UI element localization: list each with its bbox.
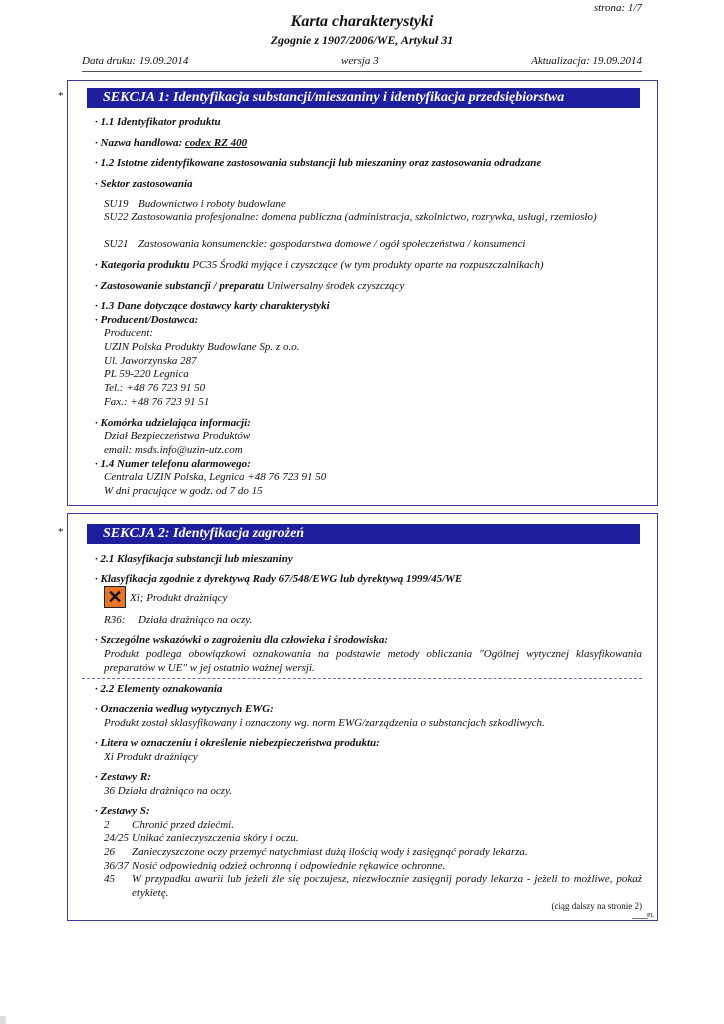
s-phrase-item [104,846,528,858]
s-phrase-item [104,873,642,900]
su19-text: Budownictwo i roboty budowlane [138,198,286,210]
s2-1-heading: · 2.1 Klasyfikacja substancji lub mieszaniny [95,553,293,565]
page-corner [0,1016,6,1024]
s-phrase-code: 45 [104,873,115,885]
s-phrase-code: 24/25 [104,832,130,844]
producer-phone: Tel.: +48 76 723 91 50 [104,382,206,394]
xi-text: Xi; Produkt drażniący [130,592,228,604]
special-label: · Szczególne wskazówki o zagrożeniu dla człowieka i środowiska: [95,634,389,646]
alarm-line: W dni pracujące w godz. od 7 do 15 [104,485,263,497]
info-email: email: msds.info@uzin-utz.com [104,444,243,456]
s-phrase-text: Chronić przed dziećmi. [132,819,234,831]
substance-use [95,280,404,292]
page-number: strona: 1/7 [593,2,642,14]
s-phrase-code: 36/37 [104,860,130,872]
s-phrase-code: 26 [104,846,115,858]
category-value: PC35 Środki myjące i czyszczące (w tym produkty oparte na rozpuszczalnikach) [189,259,544,271]
letter-text: Xi Produkt drażniący [104,751,198,763]
version: wersja 3 [341,55,379,67]
ewg-text: Produkt został sklasyfikowany i oznaczony wg. norm EWG/zarządzenia o substancjach szkodliwych. [104,717,545,729]
s-phrase-item [104,860,445,872]
language-code: PL [646,913,654,919]
su21-text: Zastosowania konsumenckie: gospodarstwa domowe / ogół społeczeństwa / konsumenci [138,238,526,250]
su22-row: SU22 Zastosowania profesjonalne: domena publiczna (administracja, szkolnictwo, rozrywka, usługi, rzemiosło) [104,211,597,223]
product-category [95,259,544,271]
update-date: Aktualizacja: 19.09.2014 [531,55,642,67]
s1-4-heading: · 1.4 Numer telefonu alarmowego: [95,458,251,470]
use-value: Uniwersalny środek czyszczący [264,280,405,292]
su19-code: SU19 [104,198,129,210]
producer-label: · Producent/Dostawca: [95,314,199,326]
ewg-label: · Oznaczenia według wytycznych EWG: [95,703,274,715]
section-divider [82,678,642,679]
s2-2-heading: · 2.2 Elementy oznakowania [95,683,223,695]
footer-rule [632,918,648,919]
producer-fax: Fax.: +48 76 723 91 51 [104,396,210,408]
producer-line: Ul. Jaworzynska 287 [104,355,197,367]
r-phrases-label: · Zestawy R: [95,771,151,783]
change-marker: * [58,90,64,102]
r36-row [104,614,252,626]
s-phrase-code: 2 [104,819,110,831]
producer-line: Producent: [104,327,154,339]
s-phrase-text: Unikać zanieczyszczenia skóry i oczu. [132,832,299,844]
info-label: · Komórka udzielająca informacji: [95,417,251,429]
special-text: Produkt podlega obowiązkowi oznakowania na podstawie metody obliczania "Ogólnej wytycznej klasyfikowania preparatów w UE" w jej ostatnio ważnej wersji. [104,648,642,674]
su21-code: SU21 [104,238,129,250]
trade-name-value: codex RZ 400 [184,137,248,149]
s1-3-heading: · 1.3 Dane dotyczące dostawcy karty charakterystyki [95,300,330,312]
s-phrase-text: W przypadku awarii lub jeżeli źle się poczujesz, niezwłocznie zasięgnij porady lekarza - jeżeli to możliwe, pokaż etykietę. [132,873,642,899]
print-date: Data druku: 19.09.2014 [82,55,189,67]
s-phrase-item [104,819,234,831]
s-phrase-item [104,832,299,844]
trade-name-label: · Nazwa handlowa: [95,137,185,149]
section-1-heading: SEKCJA 1: Identyfikacja substancji/mieszaniny i identyfikacja przedsiębiorstwa [87,88,640,108]
change-marker: * [58,526,64,538]
r36-text: Działa drażniąco na oczy. [138,614,253,626]
alarm-line: Centrala UZIN Polska, Legnica +48 76 723 91 50 [104,471,327,483]
header-divider [82,71,642,72]
document-title: Karta charakterystyki [290,13,434,30]
s1-1-heading: · 1.1 Identyfikator produktu [95,116,221,128]
classification-label: · Klasyfikacja zgodnie z dyrektywą Rady 67/548/EWG lub dyrektywą 1999/45/WE [95,573,463,585]
xi-irritant-icon: ✕ [104,586,126,608]
category-label: · Kategoria produktu [95,259,190,271]
s1-2-heading: · 1.2 Istotne zidentyfikowane zastosowania substancji lub mieszaniny oraz zastosowania odradzane [95,157,542,169]
su21-row [104,238,525,250]
producer-line: UZIN Polska Produkty Budowlane Sp. z o.o. [104,341,300,353]
sector-label: · Sektor zastosowania [95,178,193,190]
r-phrases-text: 36 Działa drażniąco na oczy. [104,785,233,797]
s-phrase-text: Zanieczyszczone oczy przemyć natychmiast dużą ilością wody i zasięgnąć porady lekarza. [132,846,528,858]
producer-line: PL 59-220 Legnica [104,368,189,380]
section-2-heading: SEKCJA 2: Identyfikacja zagrożeń [87,524,640,544]
s-phrases-label: · Zestawy S: [95,805,150,817]
continued-note: (ciąg dalszy na stronie 2) [551,901,642,911]
info-line: Dział Bezpieczeństwa Produktów [104,430,251,442]
trade-name [95,137,247,149]
r36-code: R36: [104,614,126,626]
s-phrase-text: Nosić odpowiednią odzież ochronną i odpowiednie rękawice ochronne. [132,860,446,872]
document-subtitle: Zgognie z 1907/2006/WE, Artykuł 31 [270,33,454,47]
use-label: · Zastosowanie substancji / preparatu [95,280,265,292]
su19-row [104,198,286,210]
letter-label: · Litera w oznaczeniu i określenie niebezpieczeństwa produktu: [95,737,380,749]
